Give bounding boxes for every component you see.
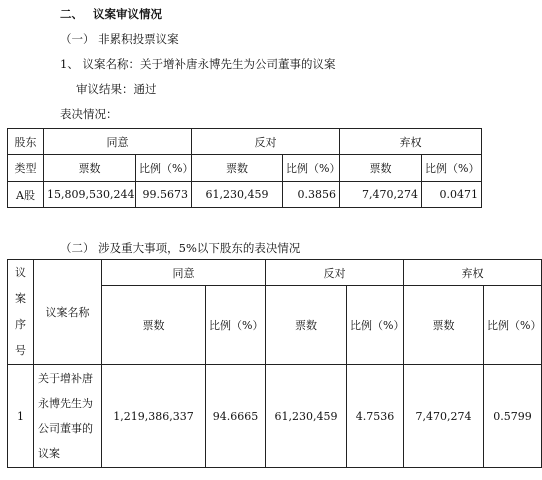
header-abstain: 弃权 <box>340 129 482 155</box>
motion-name-line: 议案 <box>38 447 60 460</box>
header-seq-char: 序 <box>15 318 26 331</box>
header-agree-ratio: 比例（%） <box>136 155 192 182</box>
cell-against-ratio: 4.7536 <box>347 365 404 468</box>
cell-agree-ratio: 99.5673 <box>136 182 192 208</box>
header-shareholder: 股东 <box>8 129 44 155</box>
cell-motion-name <box>34 365 102 468</box>
section-number: 二、 <box>60 7 83 21</box>
cell-against-votes: 61,230,459 <box>266 365 347 468</box>
subsection-1-heading: （一） 非累积投票议案 <box>60 32 179 46</box>
voting-table-minority <box>7 259 542 468</box>
cell-abstain-votes: 7,470,274 <box>404 365 484 468</box>
motion-name-line: 永博先生为 <box>38 397 93 410</box>
cell-abstain-ratio: 0.5799 <box>484 365 542 468</box>
cell-share-type: A股 <box>8 182 44 208</box>
voting-table-non-cumulative <box>7 128 482 208</box>
table-row <box>8 365 542 468</box>
header-abstain-ratio: 比例（%） <box>484 286 542 365</box>
review-result: 审议结果：通过 <box>76 82 157 96</box>
cell-against-votes: 61,230,459 <box>192 182 283 208</box>
header-seq <box>8 260 34 365</box>
cell-agree-ratio: 94.6665 <box>206 365 266 468</box>
header-against: 反对 <box>192 129 340 155</box>
cell-agree-votes: 15,809,530,244 <box>44 182 136 208</box>
header-agree-votes: 票数 <box>44 155 136 182</box>
header-agree: 同意 <box>44 129 192 155</box>
header-against-ratio: 比例（%） <box>283 155 340 182</box>
motion-name-line: 公司董事的 <box>38 422 93 435</box>
cell-abstain-votes: 7,470,274 <box>340 182 422 208</box>
cell-abstain-ratio: 0.0471 <box>422 182 482 208</box>
table-caption: 表决情况： <box>60 107 118 121</box>
header-seq-char: 议 <box>15 266 26 279</box>
header-type: 类型 <box>8 155 44 182</box>
header-against-votes: 票数 <box>266 286 347 365</box>
header-agree: 同意 <box>102 260 266 286</box>
header-seq-char: 案 <box>15 292 26 305</box>
header-seq-char: 号 <box>15 344 26 357</box>
motion-name: 1、 议案名称：关于增补唐永博先生为公司董事的议案 <box>60 57 336 71</box>
subsection-2-heading: （二） 涉及重大事项，5%以下股东的表决情况 <box>60 241 301 255</box>
table-row <box>8 182 482 208</box>
cell-seq: 1 <box>8 365 34 468</box>
header-agree-votes: 票数 <box>102 286 206 365</box>
section-title: 议案审议情况 <box>93 7 162 21</box>
header-against-ratio: 比例（%） <box>347 286 404 365</box>
header-against: 反对 <box>266 260 404 286</box>
header-abstain-ratio: 比例（%） <box>422 155 482 182</box>
header-agree-ratio: 比例（%） <box>206 286 266 365</box>
header-motion-name: 议案名称 <box>34 260 102 365</box>
header-abstain-votes: 票数 <box>404 286 484 365</box>
motion-name-line: 关于增补唐 <box>38 372 93 385</box>
header-abstain-votes: 票数 <box>340 155 422 182</box>
cell-against-ratio: 0.3856 <box>283 182 340 208</box>
header-against-votes: 票数 <box>192 155 283 182</box>
header-abstain: 弃权 <box>404 260 542 286</box>
cell-agree-votes: 1,219,386,337 <box>102 365 206 468</box>
